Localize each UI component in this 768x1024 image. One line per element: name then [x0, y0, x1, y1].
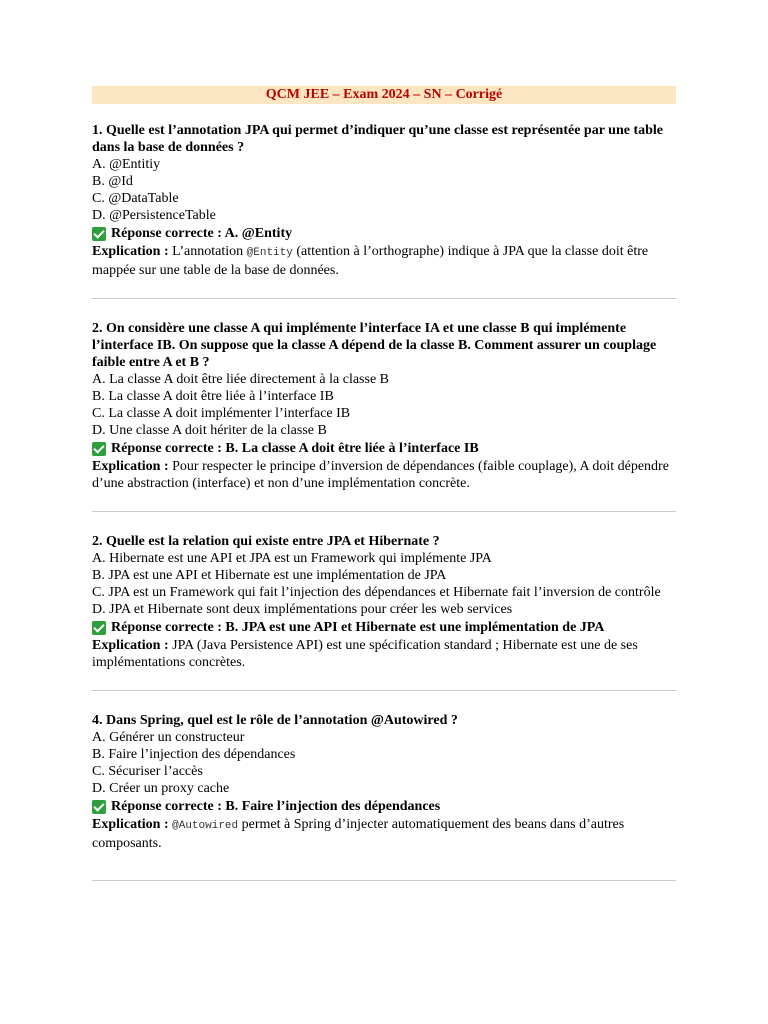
- option-b: B. La classe A doit être liée à l’interface IB: [92, 389, 334, 404]
- question-text: 2. On considère une classe A qui implémente l’interface IA et une classe B qui implémente l’interface IB. On suppose que la classe A dépend de la classe B. Comment assurer un couplage faible entre A et B ?: [92, 321, 657, 370]
- check-mark-icon: [92, 227, 106, 241]
- explanation-text-cont: permet à Spring d’injecter automatiquement des beans dans d’autres composants.: [92, 817, 625, 851]
- question-text: 4. Dans Spring, quel est le rôle de l’annotation @Autowired ?: [92, 713, 458, 728]
- correct-answer: [92, 440, 676, 457]
- option-c: C. JPA est un Framework qui fait l’injection des dépendances et Hibernate fait l’inversion de contrôle: [92, 585, 661, 600]
- correct-answer: [92, 225, 676, 242]
- answer-text: Réponse correcte : B. JPA est une API et Hibernate est une implémentation de JPA: [111, 620, 605, 635]
- explanation-label: Explication :: [92, 638, 169, 653]
- question-1: [92, 122, 676, 279]
- option-b: B. Faire l’injection des dépendances: [92, 747, 296, 762]
- explanation-label: Explication :: [92, 459, 169, 474]
- option-d: D. @PersistenceTable: [92, 208, 216, 223]
- option-a: A. @Entitiy: [92, 157, 161, 172]
- option-d: D. Créer un proxy cache: [92, 781, 230, 796]
- answer-text: Réponse correcte : B. Faire l’injection des dépendances: [111, 799, 441, 814]
- option-d: D. JPA et Hibernate sont deux implémentations pour créer les web services: [92, 602, 513, 617]
- option-a: A. Hibernate est une API et JPA est un Framework qui implémente JPA: [92, 551, 492, 566]
- option-d: D. Une classe A doit hériter de la classe B: [92, 423, 327, 438]
- question-4: [92, 712, 676, 852]
- option-b: B. JPA est une API et Hibernate est une implémentation de JPA: [92, 568, 447, 583]
- option-c: C. Sécuriser l’accès: [92, 764, 203, 779]
- explanation-label: Explication :: [92, 817, 169, 832]
- explanation: [92, 637, 676, 671]
- option-c: C. @DataTable: [92, 191, 179, 206]
- check-mark-icon: [92, 800, 106, 814]
- separator: [92, 880, 676, 881]
- correct-answer: [92, 798, 676, 815]
- question-text: 2. Quelle est la relation qui existe entre JPA et Hibernate ?: [92, 534, 440, 549]
- explanation-text-cont: (attention à l’orthographe) indique à JPA que la classe doit être mappée sur une table de la base de données.: [92, 244, 649, 278]
- answer-text: Réponse correcte : B. La classe A doit être liée à l’interface IB: [111, 441, 479, 456]
- check-mark-icon: [92, 621, 106, 635]
- question-3: [92, 533, 676, 671]
- explanation-code: @Entity: [246, 247, 293, 259]
- option-b: B. @Id: [92, 174, 133, 189]
- option-a: A. La classe A doit être liée directement à la classe B: [92, 372, 389, 387]
- explanation-code: @Autowired: [172, 820, 239, 832]
- explanation-text: Pour respecter le principe d’inversion de dépendances (faible couplage), A doit dépendre d’une abstraction (interface) et non d’une implémentation concrète.: [92, 459, 669, 491]
- explanation: [92, 243, 676, 279]
- option-a: A. Générer un constructeur: [92, 730, 245, 745]
- explanation: [92, 458, 676, 492]
- option-c: C. La classe A doit implémenter l’interface IB: [92, 406, 351, 421]
- check-mark-icon: [92, 442, 106, 456]
- question-text: 1. Quelle est l’annotation JPA qui permet d’indiquer qu’une classe est représentée par une table dans la base de données ?: [92, 123, 664, 155]
- explanation-label: Explication :: [92, 244, 169, 259]
- correct-answer: [92, 619, 676, 636]
- explanation-text: JPA (Java Persistence API) est une spécification standard ; Hibernate est une de ses implémentations concrètes.: [92, 638, 638, 670]
- question-2: [92, 320, 676, 492]
- document-title: QCM JEE – Exam 2024 – SN – Corrigé: [92, 86, 676, 104]
- answer-text: Réponse correcte : A. @Entity: [111, 226, 293, 241]
- document-page: [92, 86, 676, 881]
- explanation-text: L’annotation: [168, 244, 247, 259]
- explanation: [92, 816, 676, 852]
